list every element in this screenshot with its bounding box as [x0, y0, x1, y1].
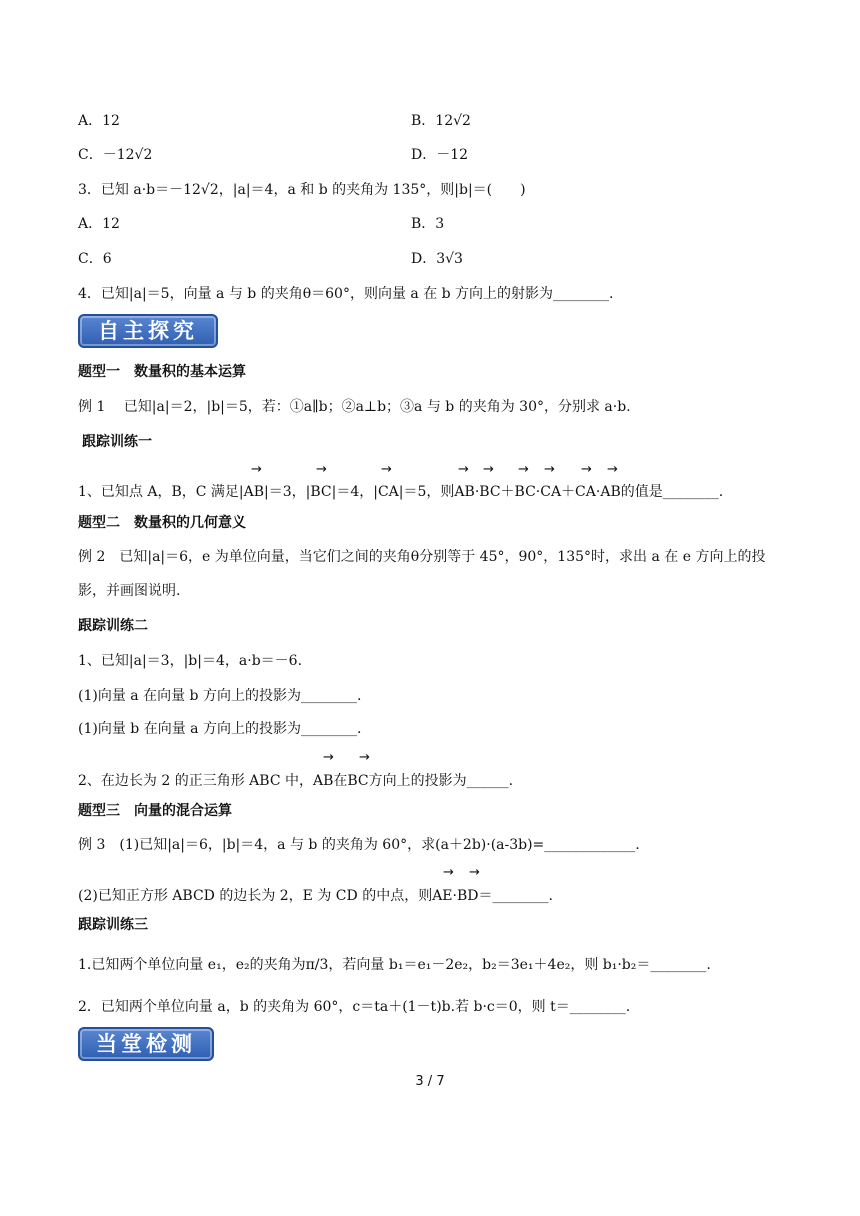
q2-option-d: D．－12	[411, 147, 469, 163]
q2-option-a: A．12	[78, 113, 120, 129]
q2-option-b: B．12√2	[411, 113, 471, 129]
vector-arrow-icon: →	[381, 462, 392, 477]
q3-option-d: D．3√3	[411, 251, 463, 267]
type2-training-1: 1、已知|a|＝3，|b|＝4，a·b＝－6.	[78, 653, 303, 669]
type1-training-title: 跟踪训练一	[82, 434, 152, 450]
type2-training-title: 跟踪训练二	[78, 618, 148, 634]
type3-training-1: 1.已知两个单位向量 e₁，e₂的夹角为π/3，若向量 b₁＝e₁－2e₂，b₂＝3e₁＋4e₂，则 b₁·b₂＝________.	[78, 957, 711, 973]
section-banner-self-study: 自主探究	[78, 314, 218, 348]
q2-option-c: C．－12√2	[78, 147, 153, 163]
page-number: 3 / 7	[415, 1074, 445, 1089]
type3-example-2: (2)已知正方形 ABCD 的边长为 2，E 为 CD 的中点，则AE·BD＝________.	[78, 888, 553, 904]
type3-title: 题型三 向量的混合运算	[78, 803, 232, 819]
vector-arrow-icon: →	[323, 750, 334, 765]
type1-example: 例 1 已知|a|＝2，|b|＝5，若：①a∥b；②a⊥b；③a 与 b 的夹角为 30°，分别求 a·b.	[78, 399, 631, 415]
q3-option-b: B．3	[411, 216, 445, 232]
type2-training-2: 2、在边长为 2 的正三角形 ABC 中，AB在BC方向上的投影为______.	[78, 773, 514, 789]
type2-training-1-2: (1)向量 b 在向量 a 方向上的投影为________.	[78, 721, 362, 737]
type1-title: 题型一 数量积的基本运算	[78, 364, 246, 380]
vector-arrow-icon: →	[359, 750, 370, 765]
vector-arrow-icon: →	[469, 865, 480, 880]
vector-arrow-icon: →	[316, 462, 327, 477]
type2-title: 题型二 数量积的几何意义	[78, 515, 246, 531]
type3-example-1: 例 3 (1)已知|a|＝6，|b|＝4，a 与 b 的夹角为 60°，求(a＋2b)·(a-3b)=_____________.	[78, 837, 640, 853]
type3-training-title: 跟踪训练三	[78, 917, 148, 933]
type2-example-line1: 例 2 已知|a|＝6，e 为单位向量，当它们之间的夹角θ分别等于 45°，90°，135°时，求出 a 在 e 方向上的投	[78, 549, 766, 565]
vector-arrow-icon: →	[483, 462, 494, 477]
vector-arrow-icon: →	[544, 462, 555, 477]
type2-training-1-1: (1)向量 a 在向量 b 方向上的投影为________.	[78, 688, 362, 704]
vector-arrow-icon: →	[581, 462, 592, 477]
q4-stem: 4．已知|a|＝5，向量 a 与 b 的夹角θ＝60°，则向量 a 在 b 方向上的射影为________.	[78, 286, 614, 302]
type3-training-2: 2．已知两个单位向量 a，b 的夹角为 60°，c＝ta＋(1－t)b.若 b·c＝0，则 t＝________.	[78, 999, 631, 1015]
vector-arrow-icon: →	[518, 462, 529, 477]
vector-arrow-icon: →	[251, 462, 262, 477]
section-banner-in-class-test: 当堂检测	[78, 1027, 214, 1061]
q3-stem: 3．已知 a·b＝－12√2，|a|＝4，a 和 b 的夹角为 135°，则|b|＝( )	[78, 182, 526, 198]
q3-option-c: C．6	[78, 251, 112, 267]
type2-example-line2: 影，并画图说明.	[78, 583, 181, 599]
vector-arrow-icon: →	[458, 462, 469, 477]
vector-arrow-icon: →	[443, 865, 454, 880]
type1-training-1: 1、已知点 A，B，C 满足|AB|＝3，|BC|＝4，|CA|＝5，则AB·BC＋BC·CA＋CA·AB的值是________.	[78, 484, 724, 500]
q3-option-a: A．12	[78, 216, 120, 232]
vector-arrow-icon: →	[607, 462, 618, 477]
